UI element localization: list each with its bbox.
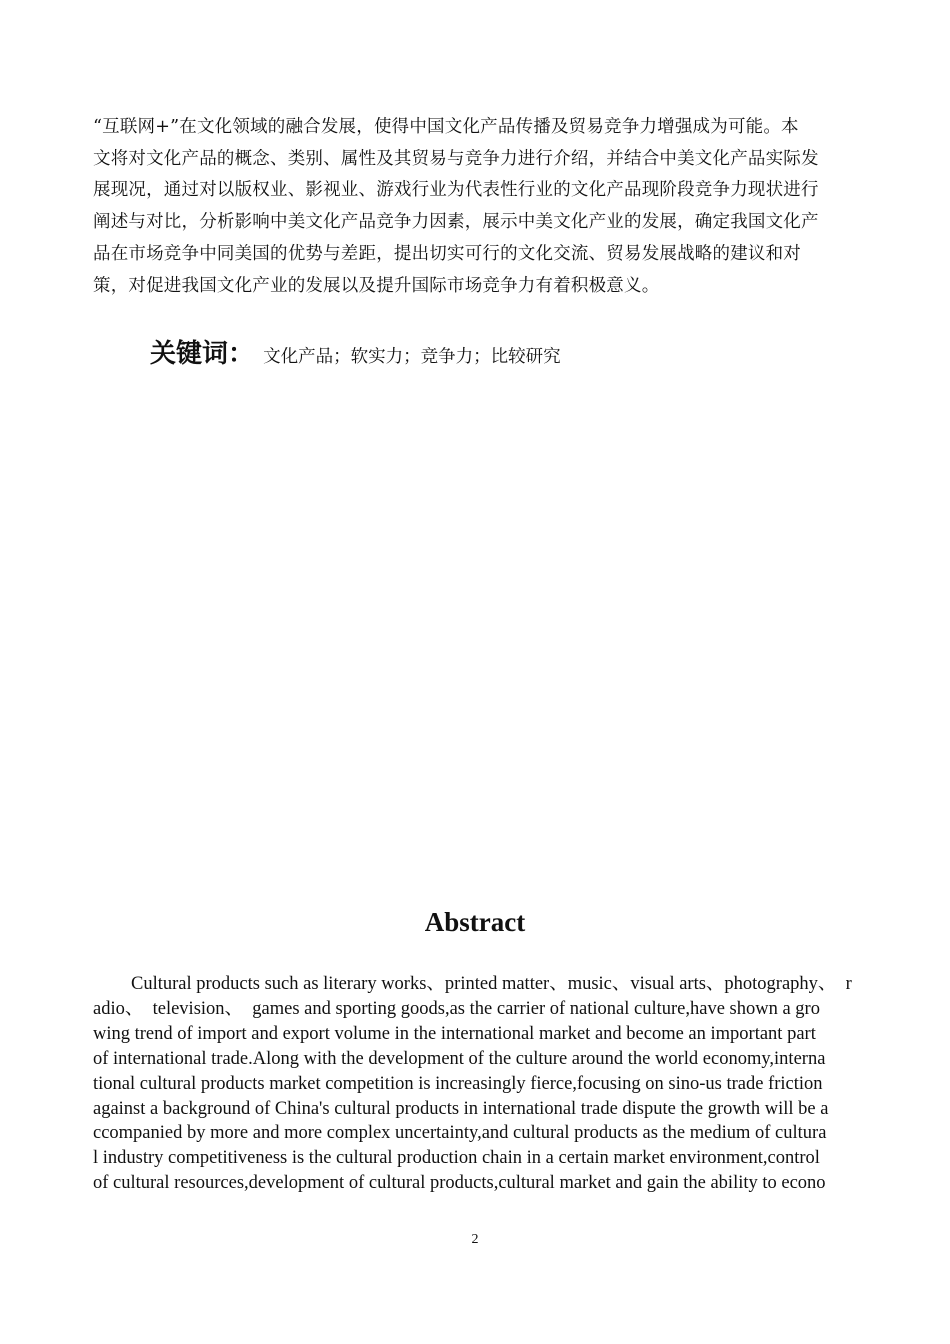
- english-abstract-line: tional cultural products market competition is increasingly fierce,focusing on sino-us trade friction: [93, 1073, 823, 1094]
- chinese-abstract-line: 品在市场竞争中同美国的优势与差距，提出切实可行的文化交流、贸易发展战略的建议和对: [93, 243, 801, 264]
- english-abstract-line: Cultural products such as literary works、printed matter、music、visual arts、photography、 r: [131, 974, 852, 994]
- chinese-abstract-paragraph: [93, 112, 857, 302]
- english-abstract-paragraph: [93, 972, 857, 1196]
- english-abstract-line: against a background of China's cultural products in international trade dispute the growth will be a: [93, 1098, 829, 1119]
- english-abstract-line: l industry competitiveness is the cultural production chain in a certain market environment,control: [93, 1148, 820, 1169]
- english-abstract-line: of international trade.Along with the development of the culture around the world economy,interna: [93, 1048, 826, 1069]
- chinese-abstract-line: 阐述与对比，分析影响中美文化产品竞争力因素，展示中美文化产业的发展，确定我国文化产: [93, 212, 819, 233]
- chinese-abstract-line: “互联网+”在文化领域的融合发展，使得中国文化产品传播及贸易竞争力增强成为可能。本: [93, 117, 799, 137]
- abstract-title: Abstract: [424, 907, 526, 937]
- english-abstract-line: adio、 television、 games and sporting goods,as the carrier of national culture,have shown a gro: [93, 998, 820, 1019]
- keywords-label: 关键词：: [150, 339, 255, 369]
- english-abstract-line: wing trend of import and export volume in the international market and become an important part: [93, 1023, 816, 1044]
- english-abstract-line: ccompanied by more and more complex uncertainty,and cultural products as the medium of cultura: [93, 1123, 827, 1144]
- chinese-abstract-line: 展现况，通过对以版权业、影视业、游戏行业为代表性行业的文化产品现阶段竞争力现状进行: [93, 180, 819, 201]
- page-number: 2: [471, 1232, 479, 1247]
- chinese-abstract-line: 文将对文化产品的概念、类别、属性及其贸易与竞争力进行介绍，并结合中美文化产品实际发: [93, 148, 819, 169]
- keywords-text: 文化产品；软实力；竞争力；比较研究: [263, 347, 561, 367]
- english-abstract-line: of cultural resources,development of cultural products,cultural market and gain the ability to econo: [93, 1173, 826, 1194]
- keywords-row: [150, 333, 561, 370]
- chinese-abstract-line: 策，对促进我国文化产业的发展以及提升国际市场竞争力有着积极意义。: [93, 275, 660, 296]
